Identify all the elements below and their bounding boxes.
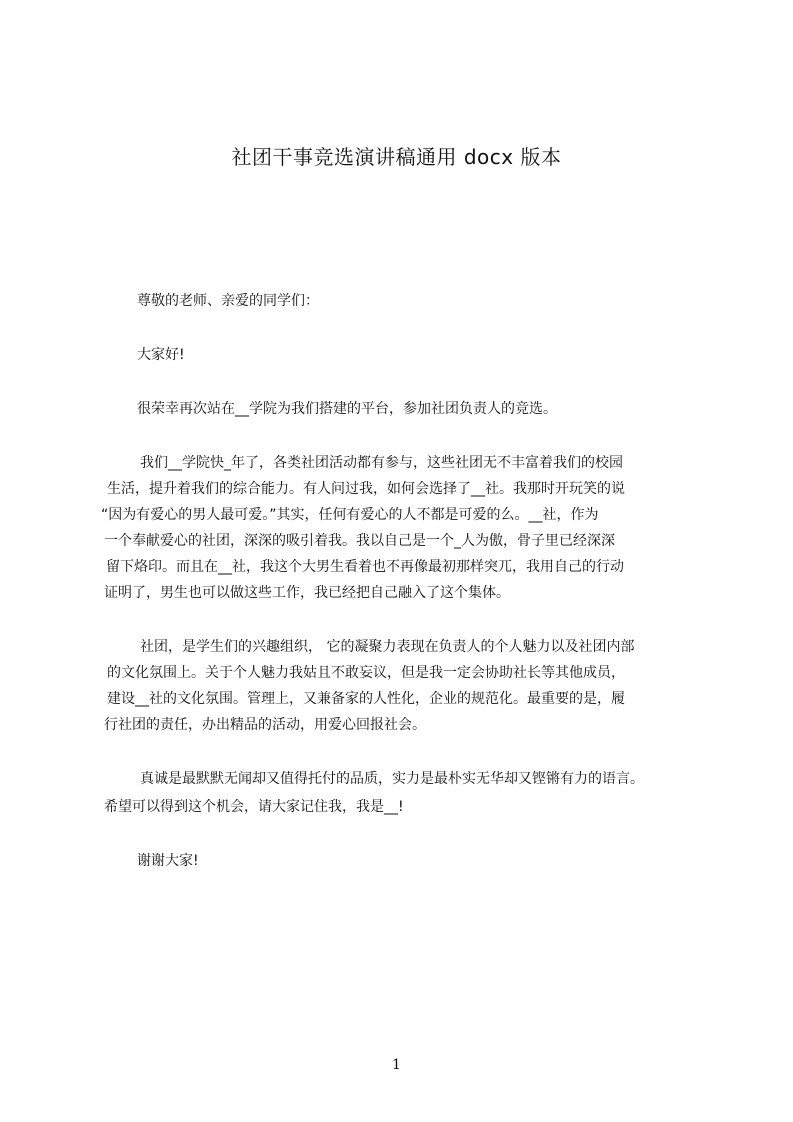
paragraph-3-line: 希望可以得到这个机会，请大家记住我，我是__! — [104, 799, 404, 815]
paragraph-2-line: 社团，是学生们的兴趣组织， 它的凝聚力表现在负责人的个人魅力以及社团内部 — [140, 639, 635, 655]
page-number: 1 — [392, 1057, 401, 1073]
paragraph-2-line: 的文化氛围上。关于个人魅力我姑且不敢妄议，但是我一定会协助社长等其他成员， — [107, 665, 625, 681]
document-title: 社团干事竞选演讲稿通用 docx 版本 — [231, 145, 562, 169]
paragraph-1-line: 生活，提升着我们的综合能力。有人问过我，如何会选择了__社。我那时开玩笑的说 — [107, 481, 625, 497]
intro-paragraph: 很荣幸再次站在__学院为我们搭建的平台，参加社团负责人的竞选。 — [137, 401, 557, 417]
paragraph-1-line: 证明了，男生也可以做这些工作，我已经把自己融入了这个集体。 — [104, 585, 510, 601]
paragraph-2-line: 行社团的责任，办出精品的活动，用爱心回报社会。 — [104, 717, 426, 733]
greeting: 大家好! — [137, 347, 185, 363]
paragraph-1-line: 我们__学院快_年了，各类社团活动都有参与，这些社团无不丰富着我们的校园 — [140, 455, 623, 471]
closing: 谢谢大家! — [137, 853, 199, 869]
paragraph-2-line: 建设__社的文化氛围。管理上，又兼备家的人性化，企业的规范化。最重要的是，履 — [107, 691, 625, 707]
paragraph-3-line: 真诚是最默默无闻却又值得托付的品质，实力是最朴实无华却又铿锵有力的语言。 — [140, 771, 644, 787]
paragraph-1-line: 留下烙印。而且在__社，我这个大男生看着也不再像最初那样突兀，我用自己的行动 — [106, 559, 624, 575]
paragraph-1-line: 一个奉献爱心的社团，深深的吸引着我。我以自己是一个_人为傲，骨子里已经深深 — [104, 533, 615, 549]
paragraph-1-line: “因为有爱心的男人最可爱。”其实，任何有爱心的人不都是可爱的么。__社，作为 — [101, 507, 599, 523]
salutation: 尊敬的老师、亲爱的同学们： — [137, 293, 319, 309]
